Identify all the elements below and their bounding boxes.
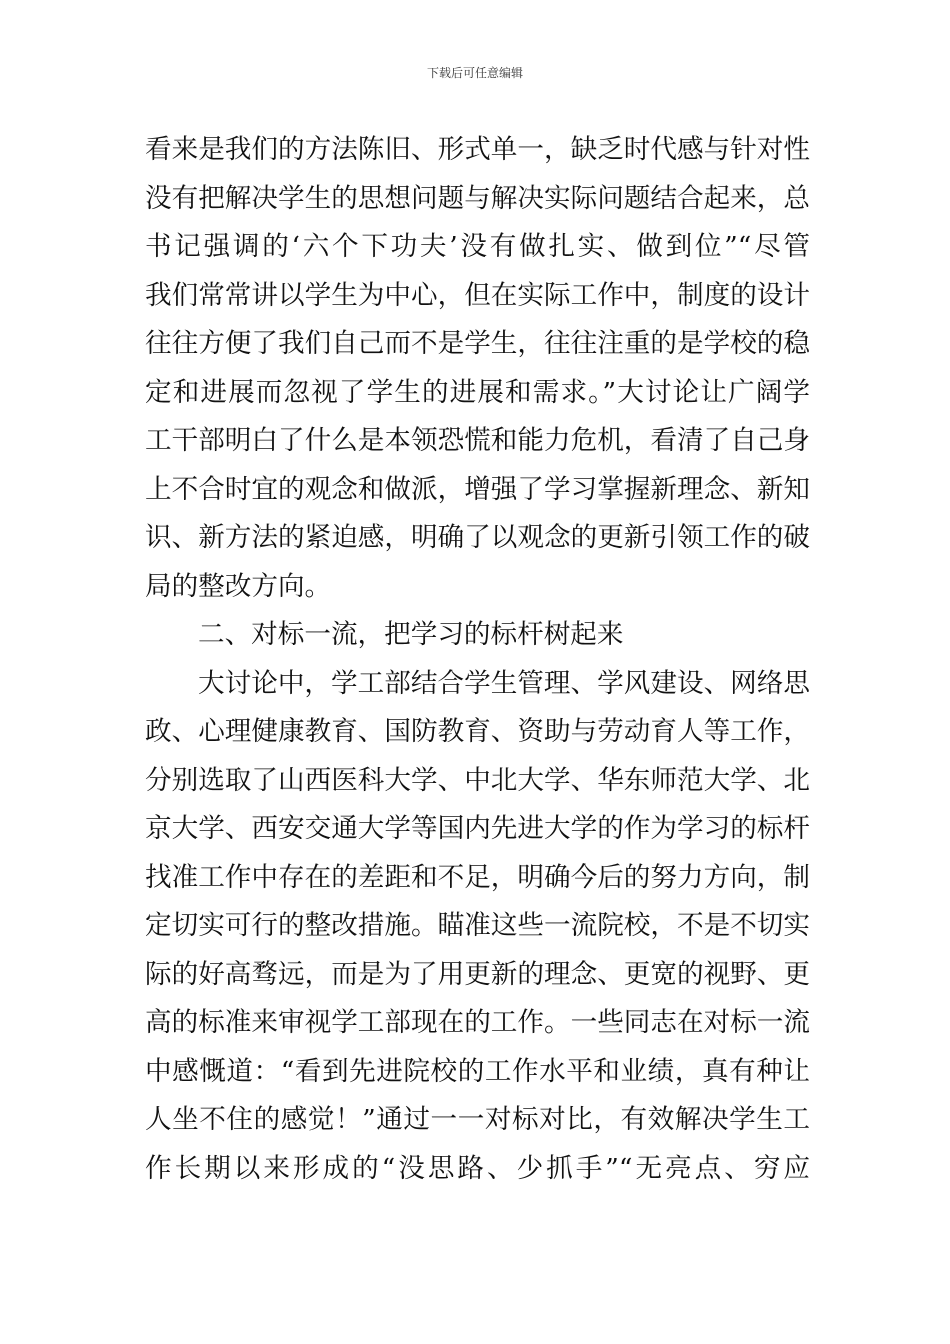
text-line: 我们常常讲以学生为中心，但在实际工作中，制度的设计 xyxy=(145,279,810,311)
text-line: 上不合时宜的观念和做派，增强了学习掌握新理念、新知 xyxy=(145,473,810,505)
text-line: 定和进展而忽视了学生的进展和需求。”大讨论让广阔学 xyxy=(145,376,810,408)
text-line: 作长期以来形成的“没思路、少抓手”“无亮点、穷应 xyxy=(145,1152,810,1184)
text-line: 二、对标一流，把学习的标杆树起来 xyxy=(198,619,624,650)
text-line: 没有把解决学生的思想问题与解决实际问题结合起来，总 xyxy=(145,182,810,214)
text-line: 分别选取了山西医科大学、中北大学、华东师范大学、北 xyxy=(145,764,810,796)
text-line: 大讨论中，学工部结合学生管理、学风建设、网络思 xyxy=(198,667,810,699)
text-line: 中感慨道：“看到先进院校的工作水平和业绩，真有种让 xyxy=(145,1055,810,1087)
text-line: 工干部明白了什么是本领恐慌和能力危机，看清了自己身 xyxy=(145,425,810,456)
text-line: 书记强调的‘六个下功夫’没有做扎实、做到位”“尽管 xyxy=(145,231,810,262)
text-line: 找准工作中存在的差距和不足，明确今后的努力方向，制 xyxy=(145,861,810,893)
page-header: 下载后可任意编辑 xyxy=(426,66,523,80)
text-line: 京大学、西安交通大学等国内先进大学的作为学习的标杆 xyxy=(145,813,810,844)
text-line: 看来是我们的方法陈旧、形式单一，缺乏时代感与针对性 xyxy=(145,134,810,165)
text-line: 往往方便了我们自己而不是学生，往往注重的是学校的稳 xyxy=(145,328,810,359)
text-line: 定切实可行的整改措施。瞄准这些一流院校，不是不切实 xyxy=(145,910,810,941)
text-line: 人坐不住的感觉！”通过一一对标对比，有效解决学生工 xyxy=(145,1104,810,1135)
document-body xyxy=(145,126,810,1193)
text-line: 高的标准来审视学工部现在的工作。一些同志在对标一流 xyxy=(145,1007,810,1038)
text-line: 局的整改方向。 xyxy=(145,570,332,602)
text-line: 识、新方法的紧迫感，明确了以观念的更新引领工作的破 xyxy=(145,522,810,553)
text-line: 政、心理健康教育、国防教育、资助与劳动育人等工作， xyxy=(145,716,810,747)
text-line: 际的好高骛远，而是为了用更新的理念、更宽的视野、更 xyxy=(145,958,810,990)
